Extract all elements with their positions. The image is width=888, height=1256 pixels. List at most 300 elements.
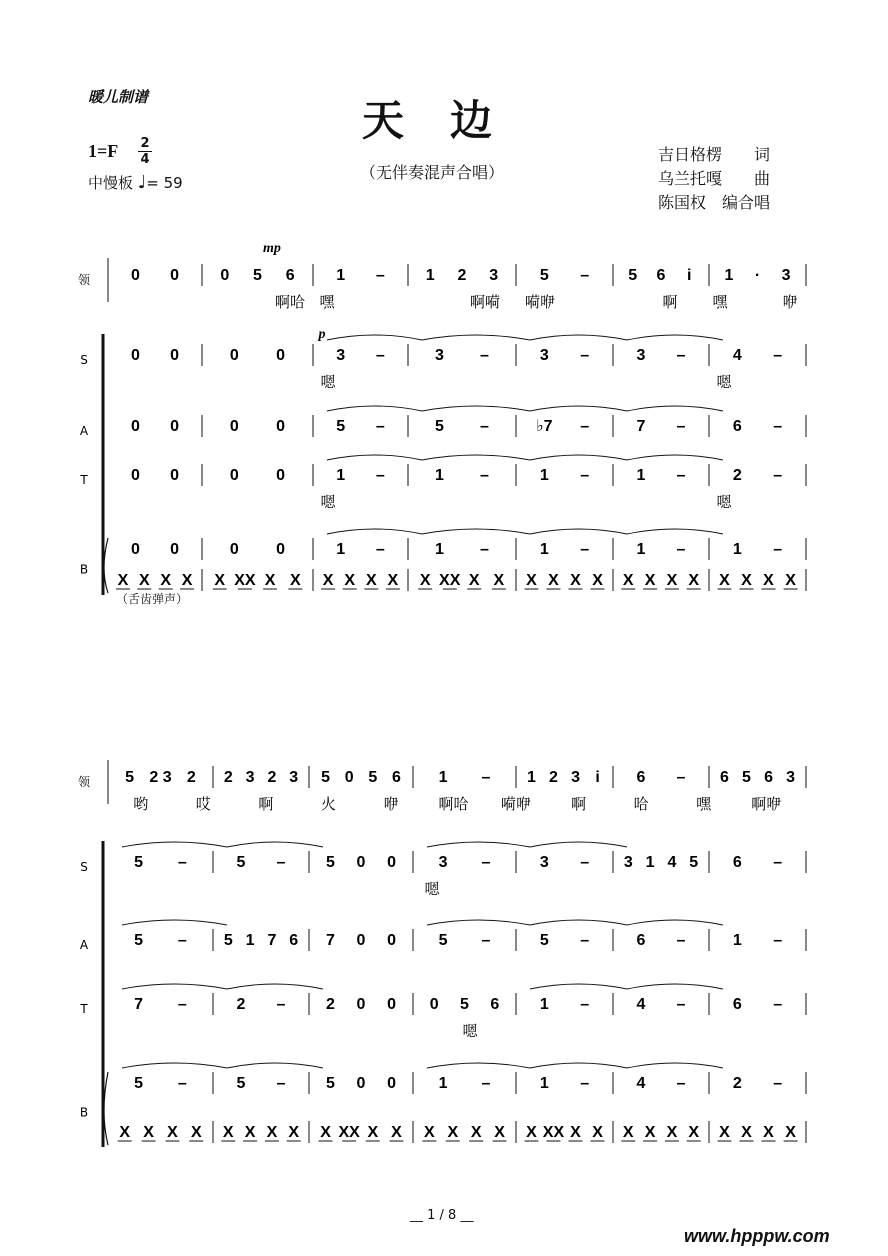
note: 0 [356, 1075, 366, 1092]
percussion-note: X [688, 1124, 700, 1141]
note: 1 [435, 541, 444, 558]
percussion-note: X [214, 572, 225, 589]
percussion-note: X [570, 572, 581, 589]
tie-arc [327, 406, 422, 411]
note: 2 [223, 769, 233, 786]
percussion-note: X [320, 1124, 331, 1141]
note: – [580, 1075, 590, 1092]
part-label-A: A [79, 938, 89, 952]
percussion-note: X [785, 572, 796, 589]
note: 5 [325, 854, 335, 871]
note: · [754, 267, 761, 284]
lyric-领: 啊 [571, 795, 587, 813]
dynamic-p: p [318, 327, 326, 342]
note: – [773, 347, 783, 364]
note: 2 [549, 769, 558, 786]
note: – [773, 932, 783, 949]
note: 3 [571, 769, 580, 786]
tie-arc [122, 842, 227, 847]
percussion-note: XX [234, 572, 256, 589]
note: 1 [336, 467, 346, 484]
note: – [580, 932, 590, 949]
note: 0 [170, 467, 180, 484]
percussion-note: X [367, 1124, 379, 1141]
percussion-note: X [719, 1124, 730, 1141]
lyric-领: 啊 [662, 293, 678, 311]
note: – [773, 467, 783, 484]
note: – [481, 932, 491, 949]
note: ♭7 [536, 418, 553, 435]
percussion-note: X [592, 572, 603, 589]
note: 3 [786, 769, 796, 786]
note: 3 [636, 347, 646, 364]
note: 0 [130, 467, 140, 484]
bass-brace [104, 538, 108, 593]
note: 2 3 [149, 769, 172, 786]
part-label-B: B [79, 562, 89, 577]
note: 0 [276, 347, 286, 364]
note: 7 [636, 418, 646, 435]
note: 0 [387, 996, 397, 1013]
note: 6 [490, 996, 500, 1013]
percussion-note: X [419, 572, 431, 589]
note: 4 [636, 1075, 646, 1092]
part-label-领: 领 [77, 775, 91, 789]
tie-arc [427, 920, 530, 925]
tie-arc [227, 1063, 323, 1068]
note: 1 [245, 932, 255, 949]
note: 0 [387, 932, 397, 949]
note: – [375, 347, 385, 364]
note: – [481, 1075, 491, 1092]
note: 1 [438, 769, 448, 786]
part-label-S: S [80, 860, 88, 874]
percussion-note: XX [542, 1124, 565, 1141]
note: 3 [539, 347, 549, 364]
note: – [276, 854, 286, 871]
tie-arc [627, 529, 723, 534]
percussion-note: X [526, 572, 537, 589]
percussion-note: X [470, 1124, 482, 1141]
percussion-note: X [494, 1124, 505, 1141]
note: – [676, 1075, 686, 1092]
note: – [375, 541, 385, 558]
percussion-note: X [424, 1124, 435, 1141]
note: – [177, 996, 187, 1013]
time-denominator: 4 [140, 152, 150, 167]
lyric-领: 嘿 [319, 293, 335, 311]
percussion-note: X [181, 572, 193, 589]
tie-arc [627, 455, 723, 460]
lyric-领: 啊咿 [751, 795, 782, 813]
percussion-note: X [468, 572, 480, 589]
note: 5 [134, 932, 144, 949]
note: – [676, 541, 686, 558]
note: 3 [336, 347, 346, 364]
note: 0 [356, 854, 366, 871]
note: 5 [223, 932, 233, 949]
credit-arranger: 陈国权 编合唱 [658, 193, 771, 212]
note: – [676, 932, 686, 949]
percussion-note: X [244, 1124, 256, 1141]
tempo-label: 中慢板 [88, 174, 134, 192]
tie-arc [530, 984, 627, 989]
note: 1 [539, 541, 549, 558]
note: 0 [170, 541, 180, 558]
note: 1 [336, 267, 346, 284]
percussion-note: XX [338, 1124, 360, 1141]
note: 1 [732, 541, 742, 558]
note: – [580, 996, 590, 1013]
note: 4 [667, 854, 677, 871]
part-label-B: B [79, 1105, 89, 1120]
note: 6 [732, 996, 742, 1013]
percussion-note: X [763, 572, 774, 589]
note: 7 [134, 996, 144, 1013]
note: 3 [245, 769, 255, 786]
note: – [580, 541, 590, 558]
part-label-T: T [80, 473, 88, 487]
note: 5 [236, 854, 246, 871]
note: 0 [220, 267, 230, 284]
tie-arc [227, 984, 323, 989]
percussion-note: X [447, 1124, 459, 1141]
note: 0 [229, 347, 239, 364]
lyric-领: 嘿 [696, 795, 712, 813]
note: – [580, 267, 590, 284]
note: 2 [732, 1075, 742, 1092]
quarter-note-icon: ♩ [137, 172, 147, 193]
note: – [773, 854, 783, 871]
note: 0 [387, 854, 397, 871]
dynamic-mp: mp [263, 241, 281, 256]
lyric-T: 嗯 [462, 1022, 478, 1040]
tie-arc [327, 455, 422, 460]
lyric-领: 嗬咿 [524, 293, 556, 311]
bass-brace [104, 1072, 108, 1145]
note: 5 [236, 1075, 246, 1092]
note: – [773, 1075, 783, 1092]
note: – [773, 541, 783, 558]
lyric-领: 哟 [133, 795, 149, 813]
percussion-note: X [288, 1124, 300, 1141]
note: 6 [732, 418, 742, 435]
note: 0 [387, 1075, 397, 1092]
note: 5 [253, 267, 262, 284]
note: 1 [425, 267, 435, 284]
percussion-note: X [143, 1124, 154, 1141]
tie-arc [530, 920, 627, 925]
lyric-领: 咿 [383, 795, 399, 813]
note: 3 [289, 769, 299, 786]
note: 5 [134, 1075, 144, 1092]
note: 3 [435, 347, 444, 364]
note: 1 [526, 769, 536, 786]
percussion-note: X [290, 572, 301, 589]
note: i [595, 769, 600, 786]
note: – [676, 347, 686, 364]
page-number: __ 1 / 8 __ [410, 1208, 474, 1223]
note: 5 [325, 1075, 335, 1092]
tie-arc [627, 920, 723, 925]
note: – [773, 996, 783, 1013]
note: 0 [229, 541, 239, 558]
percussion-note: X [526, 1124, 537, 1141]
lyric-S: 嗯 [424, 880, 440, 898]
percussion-note: X [391, 1124, 402, 1141]
percussion-note: X [644, 1124, 656, 1141]
note: 4 [732, 347, 742, 364]
tie-arc [427, 1063, 530, 1068]
tie-arc [627, 406, 723, 411]
note: – [375, 267, 385, 284]
percussion-note: X [365, 572, 377, 589]
percussion-note: X [344, 572, 356, 589]
note: 6 [719, 769, 729, 786]
tie-arc [422, 335, 530, 340]
note: 7 [267, 932, 277, 949]
score-subtitle: （无伴奏混声合唱） [360, 163, 505, 182]
percussion-note: X [222, 1124, 234, 1141]
percussion-note: X [644, 572, 656, 589]
note: 3 [489, 267, 499, 284]
score-source: 暖儿制谱 [88, 88, 149, 106]
tie-arc [427, 842, 530, 847]
percussion-note: X [785, 1124, 796, 1141]
note: 5 [539, 267, 549, 284]
tie-arc [530, 1063, 627, 1068]
note: 1 [336, 541, 346, 558]
note: – [580, 467, 590, 484]
note: 0 [356, 996, 366, 1013]
note: 1 [636, 467, 646, 484]
note: 5 [628, 267, 638, 284]
note: 2 [325, 996, 335, 1013]
tie-arc [627, 984, 723, 989]
tie-arc [530, 842, 627, 847]
percussion-note: X [117, 572, 129, 589]
note: – [480, 418, 489, 435]
note: – [480, 467, 489, 484]
note: 5 [134, 854, 144, 871]
note: – [480, 347, 489, 364]
tie-arc [327, 529, 422, 534]
note: 0 [229, 418, 239, 435]
note: 0 [130, 418, 140, 435]
note: 0 [276, 467, 286, 484]
note: – [177, 932, 187, 949]
note: 6 [656, 267, 666, 284]
percussion-note: X [719, 572, 730, 589]
lyric-领: 哎 [195, 795, 211, 813]
note: 2 [732, 467, 742, 484]
tie-arc [530, 529, 627, 534]
note: 2 [186, 769, 196, 786]
note: 0 [356, 932, 366, 949]
note: 1 [724, 267, 734, 284]
percussion-note: X [666, 1124, 678, 1141]
tie-arc [627, 335, 723, 340]
note: 0 [229, 467, 239, 484]
note: 0 [170, 267, 180, 284]
note: 3 [438, 854, 448, 871]
percussion-note: X [741, 1124, 752, 1141]
percussion-note: X [160, 572, 172, 589]
credit-lyricist: 吉日格楞 词 [658, 145, 771, 164]
lyric-S: 嗯 [320, 373, 336, 391]
percussion-note: X [138, 572, 150, 589]
note: 5 [336, 418, 346, 435]
note: i [687, 267, 692, 284]
note: – [375, 467, 385, 484]
lyric-领: 嗬咿 [501, 795, 532, 813]
tie-arc [530, 455, 627, 460]
note: 1 [636, 541, 646, 558]
tie-arc [122, 984, 227, 989]
note: 2 [267, 769, 277, 786]
note: 0 [344, 769, 354, 786]
site-watermark: www.hpppw.com [684, 1226, 830, 1246]
note: 2 [457, 267, 467, 284]
note: 5 [368, 769, 378, 786]
tie-arc [227, 842, 323, 847]
note: 1 [732, 932, 742, 949]
lyric-领: 火 [320, 795, 336, 813]
percussion-note: X [548, 572, 559, 589]
lyric-领: 啊哈 [274, 293, 306, 311]
note: – [676, 996, 686, 1013]
key-signature: 1=F [88, 141, 119, 161]
note: – [276, 996, 286, 1013]
part-label-S: S [80, 353, 88, 367]
tie-arc [122, 1063, 227, 1068]
note: – [177, 1075, 187, 1092]
note: – [580, 347, 590, 364]
percussion-note: X [266, 1124, 278, 1141]
score-title: 天 边 [362, 96, 495, 145]
note: 4 [636, 996, 646, 1013]
lyric-T: 嗯 [716, 493, 732, 511]
note: 1 [539, 467, 549, 484]
part-label-领: 领 [77, 273, 91, 287]
lyric-S: 嗯 [716, 373, 732, 391]
time-numerator: 2 [140, 136, 150, 151]
tie-arc [627, 1063, 723, 1068]
tie-arc [530, 406, 627, 411]
tempo-value: = 59 [146, 174, 183, 192]
note: 0 [170, 347, 180, 364]
note: 5 [435, 418, 444, 435]
note: 0 [276, 541, 286, 558]
note: 1 [438, 1075, 448, 1092]
percussion-note: X [688, 572, 700, 589]
note: 0 [130, 541, 140, 558]
lyric-领: 啊哈 [438, 795, 469, 813]
percussion-note: X [387, 572, 399, 589]
percussion-note: XX [439, 572, 461, 589]
part-label-T: T [80, 1002, 88, 1016]
note: – [375, 418, 385, 435]
note: – [676, 467, 686, 484]
lyric-T: 嗯 [320, 493, 336, 511]
lyric-领: 哈 [633, 795, 649, 813]
note: 1 [539, 996, 549, 1013]
note: – [481, 854, 491, 871]
note: 5 [125, 769, 135, 786]
percussion-note: X [763, 1124, 774, 1141]
note: 6 [392, 769, 401, 786]
lyric-领: 啊 [258, 795, 274, 813]
percussion-note: X [666, 572, 678, 589]
note: 6 [764, 769, 773, 786]
note: 0 [276, 418, 286, 435]
percussion-note: X [493, 572, 505, 589]
tie-arc [530, 335, 627, 340]
percussion-note: X [741, 572, 752, 589]
note: 5 [321, 769, 330, 786]
note: 6 [636, 769, 646, 786]
tie-arc [422, 529, 530, 534]
note: 3 [539, 854, 549, 871]
note: 5 [689, 854, 699, 871]
note: 6 [289, 932, 299, 949]
lyric-领: 咿 [782, 293, 798, 311]
note: 6 [732, 854, 742, 871]
note: 5 [460, 996, 469, 1013]
note: 0 [429, 996, 439, 1013]
lyric-领: 啊嗬 [469, 293, 501, 311]
percussion-note: X [570, 1124, 581, 1141]
note: 6 [285, 267, 295, 284]
percussion-note: X [622, 572, 634, 589]
note: 1 [645, 854, 655, 871]
note: – [480, 541, 489, 558]
note: 1 [435, 467, 444, 484]
note: – [580, 418, 590, 435]
percussion-note: X [264, 572, 276, 589]
percussion-note: X [167, 1124, 178, 1141]
note: 5 [742, 769, 751, 786]
note: – [676, 418, 686, 435]
note: 5 [539, 932, 549, 949]
tie-arc [327, 335, 422, 340]
percussion-note: X [592, 1124, 603, 1141]
note: 2 [236, 996, 246, 1013]
note: 6 [636, 932, 646, 949]
note: 0 [130, 347, 140, 364]
tie-arc [122, 920, 227, 925]
note: – [177, 854, 187, 871]
note: 0 [170, 418, 180, 435]
note: 3 [781, 267, 791, 284]
note: – [481, 769, 491, 786]
note: 3 [623, 854, 633, 871]
percussion-note: X [322, 572, 334, 589]
percussion-note: X [622, 1124, 634, 1141]
tie-arc [422, 455, 530, 460]
performance-instruction: （舌齿弹声） [116, 592, 189, 606]
note: – [676, 769, 686, 786]
lyric-领: 嘿 [712, 293, 728, 311]
note: 1 [539, 1075, 549, 1092]
percussion-note: X [190, 1124, 202, 1141]
note: – [276, 1075, 286, 1092]
note: – [773, 418, 783, 435]
note: 5 [438, 932, 448, 949]
note: 0 [130, 267, 140, 284]
part-label-A: A [79, 424, 89, 438]
note: 7 [325, 932, 335, 949]
